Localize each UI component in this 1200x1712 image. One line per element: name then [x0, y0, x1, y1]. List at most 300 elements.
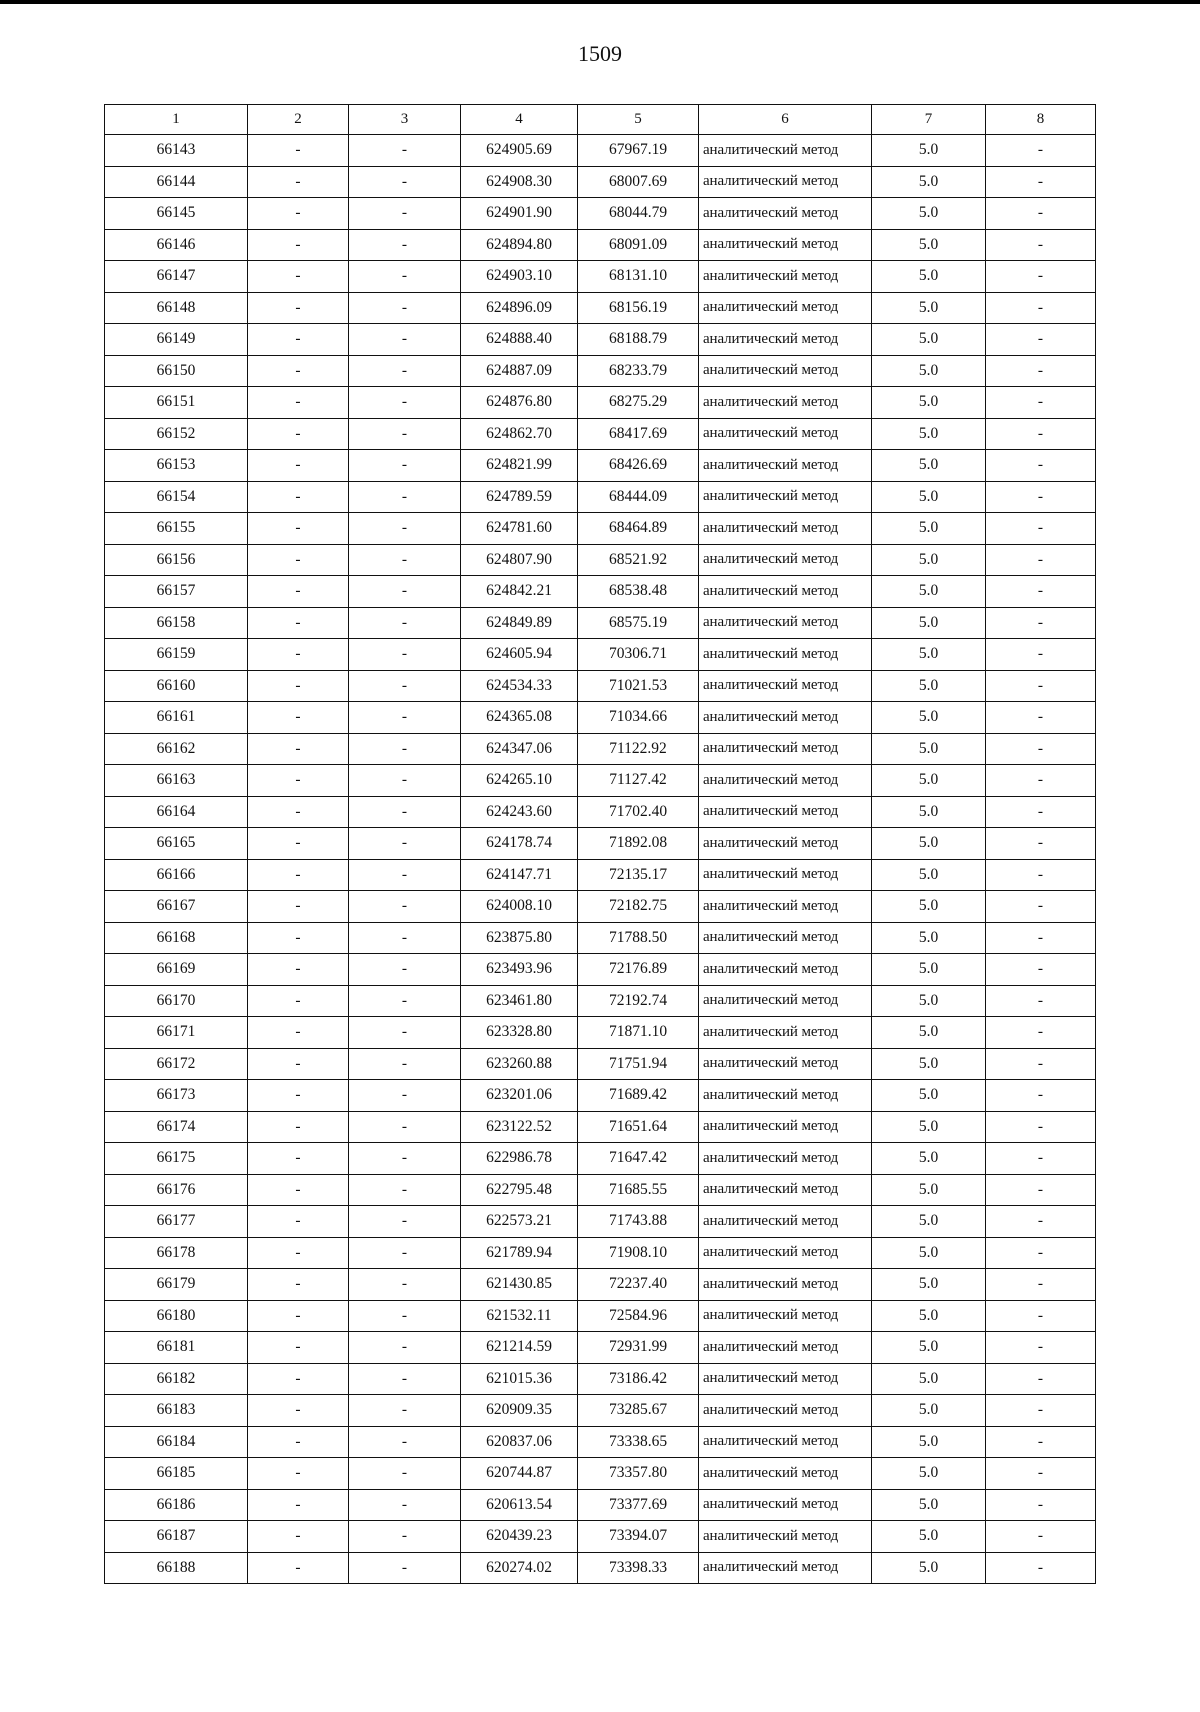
- cell-2: -: [248, 733, 349, 765]
- method-cell: аналитический метод: [699, 1143, 872, 1175]
- cell-8: -: [986, 1174, 1096, 1206]
- coordinate-x-cell: 624887.09: [461, 355, 578, 387]
- cell-2: -: [248, 229, 349, 261]
- cell-8: -: [986, 733, 1096, 765]
- table-row: [105, 1426, 1096, 1458]
- coordinate-y-cell: 68007.69: [578, 166, 699, 198]
- coordinate-y-cell: 68188.79: [578, 324, 699, 356]
- accuracy-cell: 5.0: [872, 1048, 986, 1080]
- table-row: [105, 796, 1096, 828]
- cell-3: -: [349, 1237, 461, 1269]
- method-cell: аналитический метод: [699, 1048, 872, 1080]
- point-number-cell: 66166: [105, 859, 248, 891]
- cell-8: -: [986, 1048, 1096, 1080]
- coordinate-x-cell: 624842.21: [461, 576, 578, 608]
- cell-8: -: [986, 1489, 1096, 1521]
- method-cell: аналитический метод: [699, 1363, 872, 1395]
- coordinate-y-cell: 68426.69: [578, 450, 699, 482]
- cell-3: -: [349, 261, 461, 293]
- coordinate-x-cell: 621214.59: [461, 1332, 578, 1364]
- coordinate-x-cell: 624896.09: [461, 292, 578, 324]
- coordinate-x-cell: 624534.33: [461, 670, 578, 702]
- coordinate-x-cell: 621532.11: [461, 1300, 578, 1332]
- coordinate-y-cell: 72931.99: [578, 1332, 699, 1364]
- page-number: 1509: [578, 41, 622, 66]
- accuracy-cell: 5.0: [872, 387, 986, 419]
- point-number-cell: 66187: [105, 1521, 248, 1553]
- cell-2: -: [248, 1143, 349, 1175]
- cell-2: -: [248, 513, 349, 545]
- cell-8: -: [986, 891, 1096, 923]
- method-cell: аналитический метод: [699, 450, 872, 482]
- accuracy-cell: 5.0: [872, 765, 986, 797]
- cell-2: -: [248, 1395, 349, 1427]
- point-number-cell: 66165: [105, 828, 248, 860]
- cell-3: -: [349, 891, 461, 923]
- coordinate-y-cell: 73338.65: [578, 1426, 699, 1458]
- cell-8: -: [986, 1111, 1096, 1143]
- point-number-cell: 66144: [105, 166, 248, 198]
- method-cell: аналитический метод: [699, 607, 872, 639]
- point-number-cell: 66181: [105, 1332, 248, 1364]
- coordinate-x-cell: 620439.23: [461, 1521, 578, 1553]
- table-row: [105, 1111, 1096, 1143]
- coordinate-y-cell: 72584.96: [578, 1300, 699, 1332]
- coordinate-y-cell: 73285.67: [578, 1395, 699, 1427]
- accuracy-cell: 5.0: [872, 1206, 986, 1238]
- coordinate-y-cell: 71871.10: [578, 1017, 699, 1049]
- method-cell: аналитический метод: [699, 292, 872, 324]
- cell-2: -: [248, 387, 349, 419]
- cell-2: -: [248, 922, 349, 954]
- table-row: [105, 1206, 1096, 1238]
- table-row: [105, 922, 1096, 954]
- method-cell: аналитический метод: [699, 198, 872, 230]
- accuracy-cell: 5.0: [872, 1489, 986, 1521]
- method-cell: аналитический метод: [699, 1426, 872, 1458]
- accuracy-cell: 5.0: [872, 1269, 986, 1301]
- cell-8: -: [986, 1458, 1096, 1490]
- cell-2: -: [248, 1017, 349, 1049]
- method-cell: аналитический метод: [699, 481, 872, 513]
- method-cell: аналитический метод: [699, 828, 872, 860]
- cell-2: -: [248, 1300, 349, 1332]
- column-header: 7: [872, 105, 986, 135]
- method-cell: аналитический метод: [699, 1458, 872, 1490]
- method-cell: аналитический метод: [699, 859, 872, 891]
- accuracy-cell: 5.0: [872, 166, 986, 198]
- method-cell: аналитический метод: [699, 1206, 872, 1238]
- method-cell: аналитический метод: [699, 1332, 872, 1364]
- accuracy-cell: 5.0: [872, 607, 986, 639]
- accuracy-cell: 5.0: [872, 198, 986, 230]
- coordinate-x-cell: 624905.69: [461, 135, 578, 167]
- table-row: [105, 513, 1096, 545]
- point-number-cell: 66148: [105, 292, 248, 324]
- table-row: [105, 1363, 1096, 1395]
- cell-3: -: [349, 607, 461, 639]
- method-cell: аналитический метод: [699, 229, 872, 261]
- coordinate-x-cell: 622573.21: [461, 1206, 578, 1238]
- method-cell: аналитический метод: [699, 1395, 872, 1427]
- cell-3: -: [349, 481, 461, 513]
- point-number-cell: 66168: [105, 922, 248, 954]
- accuracy-cell: 5.0: [872, 1332, 986, 1364]
- coordinate-x-cell: 624605.94: [461, 639, 578, 671]
- accuracy-cell: 5.0: [872, 922, 986, 954]
- coordinate-y-cell: 73186.42: [578, 1363, 699, 1395]
- cell-2: -: [248, 198, 349, 230]
- coordinate-y-cell: 71908.10: [578, 1237, 699, 1269]
- cell-3: -: [349, 1206, 461, 1238]
- coordinate-x-cell: 624781.60: [461, 513, 578, 545]
- cell-3: -: [349, 1143, 461, 1175]
- table-row: [105, 607, 1096, 639]
- accuracy-cell: 5.0: [872, 261, 986, 293]
- coordinate-x-cell: 623461.80: [461, 985, 578, 1017]
- accuracy-cell: 5.0: [872, 1552, 986, 1584]
- table-row: [105, 954, 1096, 986]
- cell-3: -: [349, 922, 461, 954]
- point-number-cell: 66157: [105, 576, 248, 608]
- column-header: 2: [248, 105, 349, 135]
- method-cell: аналитический метод: [699, 1174, 872, 1206]
- accuracy-cell: 5.0: [872, 576, 986, 608]
- point-number-cell: 66179: [105, 1269, 248, 1301]
- point-number-cell: 66171: [105, 1017, 248, 1049]
- table-row: [105, 1269, 1096, 1301]
- table-row: [105, 702, 1096, 734]
- point-number-cell: 66164: [105, 796, 248, 828]
- cell-3: -: [349, 135, 461, 167]
- table-row: [105, 450, 1096, 482]
- accuracy-cell: 5.0: [872, 229, 986, 261]
- cell-3: -: [349, 1111, 461, 1143]
- coordinate-x-cell: 622795.48: [461, 1174, 578, 1206]
- point-number-cell: 66155: [105, 513, 248, 545]
- method-cell: аналитический метод: [699, 576, 872, 608]
- cell-2: -: [248, 985, 349, 1017]
- cell-3: -: [349, 1489, 461, 1521]
- table-header-row: [105, 105, 1096, 135]
- point-number-cell: 66174: [105, 1111, 248, 1143]
- cell-8: -: [986, 1363, 1096, 1395]
- coordinate-y-cell: 68044.79: [578, 198, 699, 230]
- cell-8: -: [986, 1143, 1096, 1175]
- cell-2: -: [248, 324, 349, 356]
- coordinate-x-cell: 624821.99: [461, 450, 578, 482]
- coordinate-x-cell: 624849.89: [461, 607, 578, 639]
- coordinate-y-cell: 72192.74: [578, 985, 699, 1017]
- cell-8: -: [986, 1426, 1096, 1458]
- method-cell: аналитический метод: [699, 387, 872, 419]
- method-cell: аналитический метод: [699, 1237, 872, 1269]
- accuracy-cell: 5.0: [872, 324, 986, 356]
- accuracy-cell: 5.0: [872, 891, 986, 923]
- cell-8: -: [986, 796, 1096, 828]
- cell-8: -: [986, 1237, 1096, 1269]
- coordinate-x-cell: 620274.02: [461, 1552, 578, 1584]
- method-cell: аналитический метод: [699, 1269, 872, 1301]
- coordinate-y-cell: 73377.69: [578, 1489, 699, 1521]
- coordinate-x-cell: 624147.71: [461, 859, 578, 891]
- point-number-cell: 66149: [105, 324, 248, 356]
- method-cell: аналитический метод: [699, 135, 872, 167]
- coordinate-x-cell: 624008.10: [461, 891, 578, 923]
- cell-8: -: [986, 702, 1096, 734]
- cell-2: -: [248, 261, 349, 293]
- accuracy-cell: 5.0: [872, 1363, 986, 1395]
- cell-8: -: [986, 922, 1096, 954]
- accuracy-cell: 5.0: [872, 135, 986, 167]
- cell-8: -: [986, 387, 1096, 419]
- coordinate-y-cell: 71034.66: [578, 702, 699, 734]
- coordinate-x-cell: 624894.80: [461, 229, 578, 261]
- method-cell: аналитический метод: [699, 891, 872, 923]
- cell-8: -: [986, 261, 1096, 293]
- method-cell: аналитический метод: [699, 985, 872, 1017]
- point-number-cell: 66152: [105, 418, 248, 450]
- table-row: [105, 324, 1096, 356]
- accuracy-cell: 5.0: [872, 1300, 986, 1332]
- coordinate-y-cell: 68091.09: [578, 229, 699, 261]
- coordinate-y-cell: 68538.48: [578, 576, 699, 608]
- table-row: [105, 1300, 1096, 1332]
- accuracy-cell: 5.0: [872, 702, 986, 734]
- coordinate-y-cell: 68444.09: [578, 481, 699, 513]
- coordinate-y-cell: 73398.33: [578, 1552, 699, 1584]
- cell-8: -: [986, 198, 1096, 230]
- cell-2: -: [248, 576, 349, 608]
- table-row: [105, 418, 1096, 450]
- cell-3: -: [349, 954, 461, 986]
- coordinate-y-cell: 71743.88: [578, 1206, 699, 1238]
- method-cell: аналитический метод: [699, 954, 872, 986]
- accuracy-cell: 5.0: [872, 481, 986, 513]
- coordinate-y-cell: 71127.42: [578, 765, 699, 797]
- cell-2: -: [248, 1332, 349, 1364]
- method-cell: аналитический метод: [699, 733, 872, 765]
- accuracy-cell: 5.0: [872, 1458, 986, 1490]
- coordinate-x-cell: 624347.06: [461, 733, 578, 765]
- table-row: [105, 639, 1096, 671]
- method-cell: аналитический метод: [699, 261, 872, 293]
- coordinate-x-cell: 622986.78: [461, 1143, 578, 1175]
- cell-3: -: [349, 796, 461, 828]
- cell-3: -: [349, 702, 461, 734]
- column-header: 4: [461, 105, 578, 135]
- accuracy-cell: 5.0: [872, 1521, 986, 1553]
- method-cell: аналитический метод: [699, 922, 872, 954]
- cell-3: -: [349, 1458, 461, 1490]
- table-row: [105, 576, 1096, 608]
- accuracy-cell: 5.0: [872, 1080, 986, 1112]
- cell-3: -: [349, 639, 461, 671]
- table-row: [105, 1017, 1096, 1049]
- method-cell: аналитический метод: [699, 765, 872, 797]
- cell-8: -: [986, 166, 1096, 198]
- cell-2: -: [248, 1111, 349, 1143]
- point-number-cell: 66170: [105, 985, 248, 1017]
- method-cell: аналитический метод: [699, 418, 872, 450]
- method-cell: аналитический метод: [699, 670, 872, 702]
- cell-3: -: [349, 355, 461, 387]
- cell-2: -: [248, 891, 349, 923]
- accuracy-cell: 5.0: [872, 1395, 986, 1427]
- cell-3: -: [349, 828, 461, 860]
- cell-3: -: [349, 985, 461, 1017]
- coordinate-x-cell: 620909.35: [461, 1395, 578, 1427]
- accuracy-cell: 5.0: [872, 828, 986, 860]
- method-cell: аналитический метод: [699, 1489, 872, 1521]
- coordinate-x-cell: 623328.80: [461, 1017, 578, 1049]
- coordinate-y-cell: 72237.40: [578, 1269, 699, 1301]
- point-number-cell: 66177: [105, 1206, 248, 1238]
- coordinate-x-cell: 624908.30: [461, 166, 578, 198]
- cell-8: -: [986, 135, 1096, 167]
- cell-2: -: [248, 796, 349, 828]
- cell-8: -: [986, 229, 1096, 261]
- coordinate-y-cell: 71647.42: [578, 1143, 699, 1175]
- cell-3: -: [349, 1174, 461, 1206]
- cell-8: -: [986, 324, 1096, 356]
- table-row: [105, 1552, 1096, 1584]
- table-row: [105, 544, 1096, 576]
- cell-3: -: [349, 576, 461, 608]
- coordinate-y-cell: 68156.19: [578, 292, 699, 324]
- coordinate-x-cell: 624789.59: [461, 481, 578, 513]
- method-cell: аналитический метод: [699, 324, 872, 356]
- cell-2: -: [248, 355, 349, 387]
- coordinate-y-cell: 71021.53: [578, 670, 699, 702]
- coordinate-x-cell: 624365.08: [461, 702, 578, 734]
- coordinate-y-cell: 68464.89: [578, 513, 699, 545]
- point-number-cell: 66180: [105, 1300, 248, 1332]
- page-top-edge: [0, 0, 1200, 4]
- cell-8: -: [986, 859, 1096, 891]
- cell-2: -: [248, 1269, 349, 1301]
- coordinate-y-cell: 68275.29: [578, 387, 699, 419]
- table-row: [105, 387, 1096, 419]
- coordinate-x-cell: 624265.10: [461, 765, 578, 797]
- cell-2: -: [248, 1458, 349, 1490]
- method-cell: аналитический метод: [699, 702, 872, 734]
- accuracy-cell: 5.0: [872, 1426, 986, 1458]
- table-row: [105, 1080, 1096, 1112]
- coordinate-x-cell: 624178.74: [461, 828, 578, 860]
- cell-2: -: [248, 859, 349, 891]
- method-cell: аналитический метод: [699, 1080, 872, 1112]
- table-row: [105, 198, 1096, 230]
- table-row: [105, 670, 1096, 702]
- cell-8: -: [986, 1269, 1096, 1301]
- cell-2: -: [248, 166, 349, 198]
- method-cell: аналитический метод: [699, 166, 872, 198]
- accuracy-cell: 5.0: [872, 544, 986, 576]
- cell-2: -: [248, 1426, 349, 1458]
- cell-3: -: [349, 1426, 461, 1458]
- cell-2: -: [248, 1521, 349, 1553]
- method-cell: аналитический метод: [699, 1521, 872, 1553]
- cell-2: -: [248, 828, 349, 860]
- cell-8: -: [986, 1017, 1096, 1049]
- point-number-cell: 66150: [105, 355, 248, 387]
- column-header: 8: [986, 105, 1096, 135]
- coordinate-x-cell: 620613.54: [461, 1489, 578, 1521]
- cell-3: -: [349, 1521, 461, 1553]
- accuracy-cell: 5.0: [872, 1111, 986, 1143]
- cell-3: -: [349, 765, 461, 797]
- table-row: [105, 135, 1096, 167]
- cell-3: -: [349, 1080, 461, 1112]
- cell-8: -: [986, 513, 1096, 545]
- method-cell: аналитический метод: [699, 1552, 872, 1584]
- point-number-cell: 66183: [105, 1395, 248, 1427]
- table-row: [105, 229, 1096, 261]
- point-number-cell: 66159: [105, 639, 248, 671]
- cell-8: -: [986, 1395, 1096, 1427]
- table-row: [105, 1237, 1096, 1269]
- coordinate-x-cell: 624903.10: [461, 261, 578, 293]
- coordinate-x-cell: 621430.85: [461, 1269, 578, 1301]
- method-cell: аналитический метод: [699, 1017, 872, 1049]
- cell-8: -: [986, 1521, 1096, 1553]
- cell-2: -: [248, 544, 349, 576]
- cell-8: -: [986, 544, 1096, 576]
- cell-2: -: [248, 1489, 349, 1521]
- table-row: [105, 1174, 1096, 1206]
- point-number-cell: 66184: [105, 1426, 248, 1458]
- column-header: 3: [349, 105, 461, 135]
- cell-3: -: [349, 1332, 461, 1364]
- table-row: [105, 1332, 1096, 1364]
- coordinate-y-cell: 71689.42: [578, 1080, 699, 1112]
- point-number-cell: 66145: [105, 198, 248, 230]
- point-number-cell: 66175: [105, 1143, 248, 1175]
- point-number-cell: 66185: [105, 1458, 248, 1490]
- cell-8: -: [986, 576, 1096, 608]
- method-cell: аналитический метод: [699, 639, 872, 671]
- method-cell: аналитический метод: [699, 544, 872, 576]
- table-row: [105, 1489, 1096, 1521]
- cell-3: -: [349, 198, 461, 230]
- cell-8: -: [986, 1206, 1096, 1238]
- cell-8: -: [986, 1080, 1096, 1112]
- cell-2: -: [248, 450, 349, 482]
- cell-3: -: [349, 859, 461, 891]
- cell-8: -: [986, 639, 1096, 671]
- cell-3: -: [349, 1300, 461, 1332]
- coordinate-x-cell: 621015.36: [461, 1363, 578, 1395]
- accuracy-cell: 5.0: [872, 1174, 986, 1206]
- cell-2: -: [248, 1206, 349, 1238]
- accuracy-cell: 5.0: [872, 796, 986, 828]
- cell-2: -: [248, 639, 349, 671]
- table-row: [105, 828, 1096, 860]
- cell-8: -: [986, 292, 1096, 324]
- accuracy-cell: 5.0: [872, 1017, 986, 1049]
- cell-8: -: [986, 985, 1096, 1017]
- table-row: [105, 292, 1096, 324]
- table-row: [105, 355, 1096, 387]
- table-row: [105, 1521, 1096, 1553]
- accuracy-cell: 5.0: [872, 670, 986, 702]
- column-header: 1: [105, 105, 248, 135]
- point-number-cell: 66173: [105, 1080, 248, 1112]
- cell-3: -: [349, 166, 461, 198]
- cell-2: -: [248, 1363, 349, 1395]
- coordinate-x-cell: 624876.80: [461, 387, 578, 419]
